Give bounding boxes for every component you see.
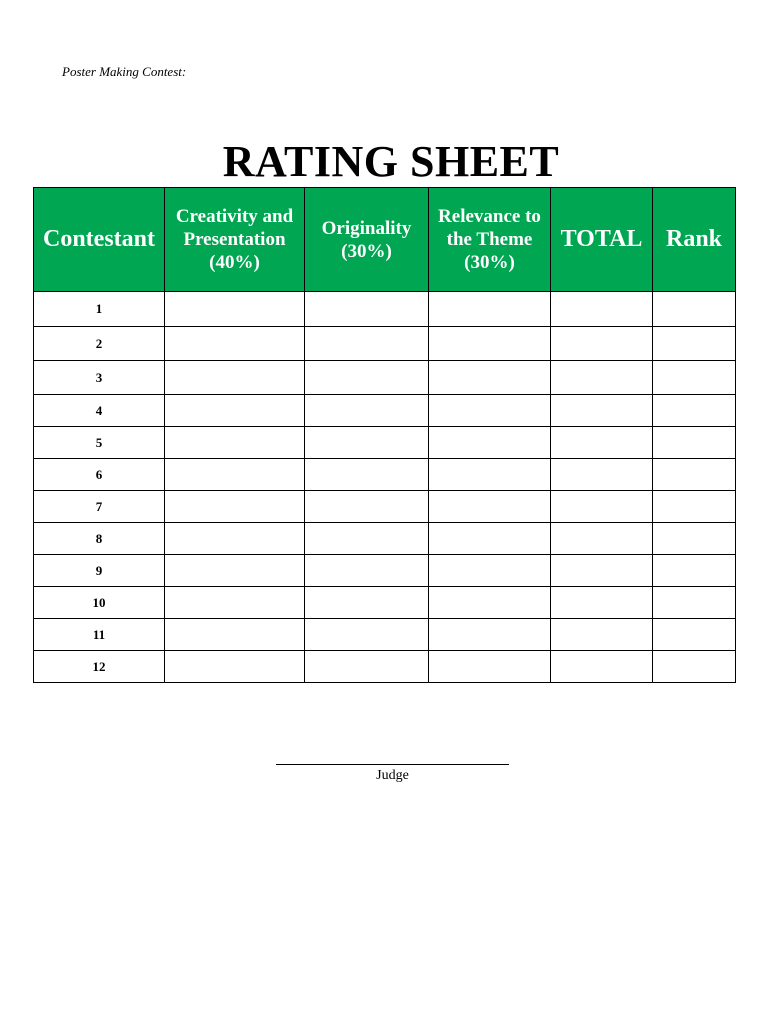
creativity-cell[interactable] bbox=[165, 491, 305, 523]
rank-cell[interactable] bbox=[653, 427, 736, 459]
total-cell[interactable] bbox=[551, 395, 653, 427]
contestant-number: 4 bbox=[34, 395, 165, 427]
relevance-cell[interactable] bbox=[429, 491, 551, 523]
relevance-cell[interactable] bbox=[429, 427, 551, 459]
creativity-cell[interactable] bbox=[165, 292, 305, 327]
creativity-cell[interactable] bbox=[165, 327, 305, 361]
contestant-number: 12 bbox=[34, 651, 165, 683]
rank-cell[interactable] bbox=[653, 491, 736, 523]
total-cell[interactable] bbox=[551, 587, 653, 619]
rating-table bbox=[33, 187, 736, 683]
table-row bbox=[34, 523, 736, 555]
creativity-cell[interactable] bbox=[165, 361, 305, 395]
total-cell[interactable] bbox=[551, 427, 653, 459]
contestant-number: 2 bbox=[34, 327, 165, 361]
table-row bbox=[34, 555, 736, 587]
creativity-cell[interactable] bbox=[165, 395, 305, 427]
column-header-creativity: Creativity and Presentation (40%) bbox=[165, 188, 305, 292]
total-cell[interactable] bbox=[551, 491, 653, 523]
creativity-cell[interactable] bbox=[165, 523, 305, 555]
table-row bbox=[34, 395, 736, 427]
relevance-cell[interactable] bbox=[429, 619, 551, 651]
judge-label: Judge bbox=[376, 768, 409, 783]
table-row bbox=[34, 587, 736, 619]
relevance-cell[interactable] bbox=[429, 292, 551, 327]
total-cell[interactable] bbox=[551, 555, 653, 587]
column-header-relevance: Relevance to the Theme (30%) bbox=[429, 188, 551, 292]
table-header-row bbox=[34, 188, 736, 292]
contest-label: Poster Making Contest: bbox=[62, 64, 187, 79]
table-row bbox=[34, 459, 736, 491]
contestant-number: 6 bbox=[34, 459, 165, 491]
contestant-number: 5 bbox=[34, 427, 165, 459]
column-header-rank: Rank bbox=[653, 188, 736, 292]
rank-cell[interactable] bbox=[653, 587, 736, 619]
total-cell[interactable] bbox=[551, 327, 653, 361]
table-body bbox=[34, 292, 736, 683]
rank-cell[interactable] bbox=[653, 619, 736, 651]
signature-line bbox=[276, 764, 509, 765]
page-title: RATING SHEET bbox=[222, 137, 560, 186]
contestant-number: 9 bbox=[34, 555, 165, 587]
contestant-number: 8 bbox=[34, 523, 165, 555]
table-row bbox=[34, 427, 736, 459]
originality-cell[interactable] bbox=[305, 523, 429, 555]
rank-cell[interactable] bbox=[653, 555, 736, 587]
creativity-cell[interactable] bbox=[165, 459, 305, 491]
contestant-number: 10 bbox=[34, 587, 165, 619]
table-row bbox=[34, 491, 736, 523]
column-header-contestant: Contestant bbox=[34, 188, 165, 292]
contestant-number: 7 bbox=[34, 491, 165, 523]
table-row bbox=[34, 651, 736, 683]
originality-cell[interactable] bbox=[305, 459, 429, 491]
rank-cell[interactable] bbox=[653, 361, 736, 395]
table-row bbox=[34, 619, 736, 651]
creativity-cell[interactable] bbox=[165, 587, 305, 619]
relevance-cell[interactable] bbox=[429, 587, 551, 619]
originality-cell[interactable] bbox=[305, 651, 429, 683]
originality-cell[interactable] bbox=[305, 491, 429, 523]
total-cell[interactable] bbox=[551, 459, 653, 491]
relevance-cell[interactable] bbox=[429, 555, 551, 587]
rank-cell[interactable] bbox=[653, 523, 736, 555]
table-row bbox=[34, 361, 736, 395]
contestant-number: 3 bbox=[34, 361, 165, 395]
creativity-cell[interactable] bbox=[165, 619, 305, 651]
rank-cell[interactable] bbox=[653, 651, 736, 683]
contestant-number: 1 bbox=[34, 292, 165, 327]
column-header-total: TOTAL bbox=[551, 188, 653, 292]
table-row bbox=[34, 292, 736, 327]
rank-cell[interactable] bbox=[653, 292, 736, 327]
creativity-cell[interactable] bbox=[165, 555, 305, 587]
column-header-originality: Originality (30%) bbox=[305, 188, 429, 292]
creativity-cell[interactable] bbox=[165, 651, 305, 683]
relevance-cell[interactable] bbox=[429, 361, 551, 395]
total-cell[interactable] bbox=[551, 651, 653, 683]
table-row bbox=[34, 327, 736, 361]
originality-cell[interactable] bbox=[305, 427, 429, 459]
originality-cell[interactable] bbox=[305, 327, 429, 361]
total-cell[interactable] bbox=[551, 523, 653, 555]
relevance-cell[interactable] bbox=[429, 327, 551, 361]
contestant-number: 11 bbox=[34, 619, 165, 651]
rank-cell[interactable] bbox=[653, 395, 736, 427]
originality-cell[interactable] bbox=[305, 292, 429, 327]
originality-cell[interactable] bbox=[305, 361, 429, 395]
rank-cell[interactable] bbox=[653, 327, 736, 361]
creativity-cell[interactable] bbox=[165, 427, 305, 459]
originality-cell[interactable] bbox=[305, 587, 429, 619]
originality-cell[interactable] bbox=[305, 395, 429, 427]
originality-cell[interactable] bbox=[305, 619, 429, 651]
relevance-cell[interactable] bbox=[429, 651, 551, 683]
relevance-cell[interactable] bbox=[429, 459, 551, 491]
relevance-cell[interactable] bbox=[429, 395, 551, 427]
originality-cell[interactable] bbox=[305, 555, 429, 587]
total-cell[interactable] bbox=[551, 361, 653, 395]
rank-cell[interactable] bbox=[653, 459, 736, 491]
total-cell[interactable] bbox=[551, 619, 653, 651]
relevance-cell[interactable] bbox=[429, 523, 551, 555]
total-cell[interactable] bbox=[551, 292, 653, 327]
